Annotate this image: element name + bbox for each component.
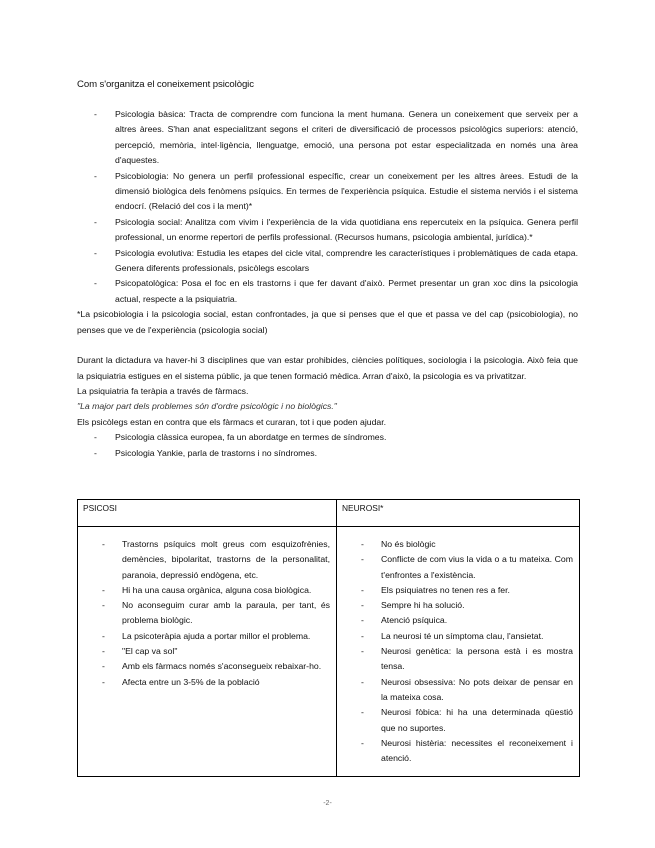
branch-label: Psicopatològica: xyxy=(115,278,179,289)
school-item: - Psicologia Yankie, parla de trastorns i no síndromes. xyxy=(77,446,578,461)
branch-text: Posa el foc en els trastorns i que fer davant d'això. Permet presentar un gran xoc dins la psicologia actual, respecte a la psiquiatria. xyxy=(115,278,578,304)
psicosi-list xyxy=(84,537,330,690)
branch-text: No genera un perfil professional específic, crear un coneixement per les altres àrees. Estudi de la dimensió biològica dels fenòmens psíquics. En termes de l'experiència psíquica. Estudie el sistema nerviós i el sistema endocrí. (Relació del cos i la ment)* xyxy=(115,170,578,212)
psicosi-item: - La psicoteràpia ajuda a portar millor el problema. xyxy=(84,629,330,644)
branch-text: Estudia les etapes del cicle vital, comprendre les característiques i problemàtiques de cada etapa. Genera diferents professionals, psicòlegs escolars xyxy=(115,247,578,274)
psicosi-cell xyxy=(78,527,337,777)
dictadura-paragraph: Durant la dictadura va haver-hi 3 disciplines que van estar prohibides, ciències polítiques, sociologia i la psicologia. Això feia que la psiquiatria estigues en el sistema públic, ja que tenen formació mèdica. Arran d'això, la psicologia es va privatitzar. xyxy=(77,355,578,381)
neurosi-item: - Sempre hi ha solució. xyxy=(343,598,573,613)
branch-label: Psicologia bàsica: xyxy=(115,109,186,119)
spacer xyxy=(77,338,578,353)
footnote-paragraph: *La psicobiologia i la psicologia social, estan confrontades, ja que si penses que el que et passa ve del cap (psicobiologia), no penses que ve de l'experiència (psicologia social) xyxy=(77,309,578,335)
branch-item xyxy=(77,215,578,246)
quote-line: "La major part dels problemes són d'ordre psicològic i no biològics." xyxy=(77,401,337,412)
neurosi-cell xyxy=(337,527,580,777)
branch-label: Psicobiologia: xyxy=(115,170,169,181)
psicosi-item: - Amb els fàrmacs només s'aconsegueix rebaixar-ho. xyxy=(84,659,330,674)
neurosi-header: NEUROSI* xyxy=(337,500,580,527)
psicosi-item: - Trastorns psíquics molt greus com esquizofrènies, demències, bipolaritat, trastorns de la personalitat, paranoia, depressió endògena, etc. xyxy=(84,537,330,583)
school-item: - Psicologia clàssica europea, fa un abordatge en termes de síndromes. xyxy=(77,430,578,445)
psicosi-neurosi-table xyxy=(77,499,580,777)
neurosi-list xyxy=(343,537,573,766)
neurosi-item: - No és biològic xyxy=(343,537,573,552)
neurosi-item: - Atenció psíquica. xyxy=(343,613,573,628)
branch-item xyxy=(77,107,578,169)
psicosi-item: - "El cap va sol" xyxy=(84,644,330,659)
schools-list xyxy=(77,430,578,461)
branch-text: Analitza com vivim i l'experiència de la vida quotidiana ens repercuteix en la psíquica. Genera perfil professional, un enorme repertori de perfils professional. (Recursos humans, psicologia ambiental, jurídica).* xyxy=(115,216,578,243)
branch-item xyxy=(77,246,578,277)
psychology-branches-list xyxy=(77,107,578,307)
neurosi-item: - Neurosi histèria: necessites el reconeixement i atenció. xyxy=(343,736,573,767)
main-text-block xyxy=(77,107,578,461)
neurosi-item: - Neurosi fòbica: hi ha una determinada qüestió que no suportes. xyxy=(343,705,573,736)
branch-label: Psicologia evolutiva: xyxy=(115,247,195,258)
neurosi-item: - Conflicte de com vius la vida o a tu mateixa. Com t'enfrontes a l'existència. xyxy=(343,552,573,583)
contra-line: Els psicòlegs estan en contra que els fàrmacs et curaran, tot i que poden ajudar. xyxy=(77,416,387,427)
farmacs-line: La psiquiatria fa teràpia a través de fàrmacs. xyxy=(77,385,249,396)
psicosi-item: - Afecta entre un 3-5% de la població xyxy=(84,675,330,690)
neurosi-item: - Neurosi obsessiva: No pots deixar de pensar en la mateixa cosa. xyxy=(343,675,573,706)
neurosi-item: - Els psiquiatres no tenen res a fer. xyxy=(343,583,573,598)
branch-label: Psicologia social: xyxy=(115,216,183,227)
neurosi-item: - La neurosi té un símptoma clau, l'ansietat. xyxy=(343,629,573,644)
neurosi-item: - Neurosi genètica: la persona està i es mostra tensa. xyxy=(343,644,573,675)
psicosi-item: - Hi ha una causa orgànica, alguna cosa biològica. xyxy=(84,583,330,598)
branch-item xyxy=(77,169,578,215)
psicosi-item: - No aconseguim curar amb la paraula, per tant, és problema biològic. xyxy=(84,598,330,629)
branch-text: Tracta de comprendre com funciona la ment humana. Genera un coneixement que serveix per a altres àrees. S'han anat especialitzant segons el criteri de diversificació de processos psicològics superiors: atenció, percepció, memòria, intel·ligència, llenguatge, emoció, una persona pot estar especialitzada en només una àrea d'aquestes. xyxy=(115,109,578,166)
section-heading: Com s'organitza el coneixement psicològic xyxy=(77,79,254,90)
page-number: -2- xyxy=(323,800,332,807)
branch-item xyxy=(77,276,578,307)
psicosi-header: PSICOSI xyxy=(78,500,337,527)
